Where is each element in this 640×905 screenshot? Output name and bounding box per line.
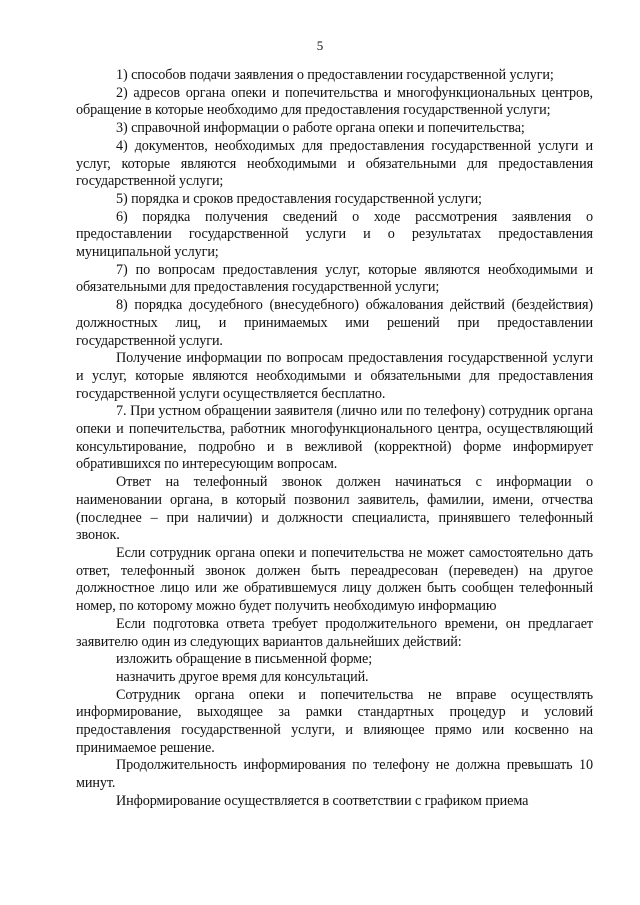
paragraph: назначить другое время для консультаций. (116, 668, 369, 685)
paragraph: Информирование осуществляется в соответствии с графиком приема (116, 792, 529, 809)
document-body (76, 67, 593, 811)
paragraph: 1) способов подачи заявления о предоставлении государственной услуги; (116, 67, 554, 83)
paragraph: 7. При устном обращении заявителя (лично или по телефону) сотрудник органа опеки и попечительства, работник многофункционального центра, осуществляющий консультирование, подробно и в вежливой (корректной) форме информирует обратившихся по интересующим вопросам. (76, 403, 593, 473)
page-number: 5 (316, 38, 324, 53)
paragraph: Если подготовка ответа требует продолжительного времени, он предлагает заявителю один из следующих вариантов дальнейших действий: (76, 615, 593, 650)
paragraph: 3) справочной информации о работе органа опеки и попечительства; (116, 120, 525, 137)
paragraph: изложить обращение в письменной форме; (116, 651, 373, 668)
paragraph: 4) документов, необходимых для предоставления государственной услуги и услуг, которые являются необходимыми и обязательными для предоставления государственной услуги; (76, 137, 593, 190)
paragraph: Получение информации по вопросам предоставления государственной услуги и услуг, которые являются необходимыми и обязательными для предоставления государственной услуги осуществляется бесплатно. (76, 350, 593, 402)
paragraph: 6) порядка получения сведений о ходе рассмотрения заявления о предоставлении государственной услуги и о результатах предоставления муниципальной услуги; (76, 208, 593, 261)
paragraph: 5) порядка и сроков предоставления государственной услуги; (116, 190, 482, 207)
paragraph: Если сотрудник органа опеки и попечительства не может самостоятельно дать ответ, телефонный звонок должен быть переадресован (переведен) на другое должностное лицо или же обратившемуся лицу должен быть сообщен телефонный номер, по которому можно будет получить необходимую информацию (76, 544, 593, 615)
paragraph: Продолжительность информирования по телефону не должна превышать 10 минут. (76, 757, 593, 792)
paragraph: 2) адресов органа опеки и попечительства и многофункциональных центров, обращение в которые необходимо для предоставления государственной услуги; (76, 84, 593, 119)
paragraph: 8) порядка досудебного (внесудебного) обжалования действий (бездействия) должностных лиц, и принимаемых ими решений при предоставлении государственной услуги. (76, 297, 593, 349)
paragraph: 7) по вопросам предоставления услуг, которые являются необходимыми и обязательными для предоставления государственной услуги; (76, 261, 593, 296)
paragraph: Сотрудник органа опеки и попечительства не вправе осуществлять информирование, выходящее за рамки стандартных процедур и условий предоставления государственной услуги, и влияющее прямо или косвенно на принимаемое решение. (76, 686, 593, 756)
paragraph: Ответ на телефонный звонок должен начинаться с информации о наименовании органа, в который позвонил заявитель, фамилии, имени, отчества (последнее – при наличии) и должности специалиста, принявшего телефонный звонок. (76, 474, 593, 544)
